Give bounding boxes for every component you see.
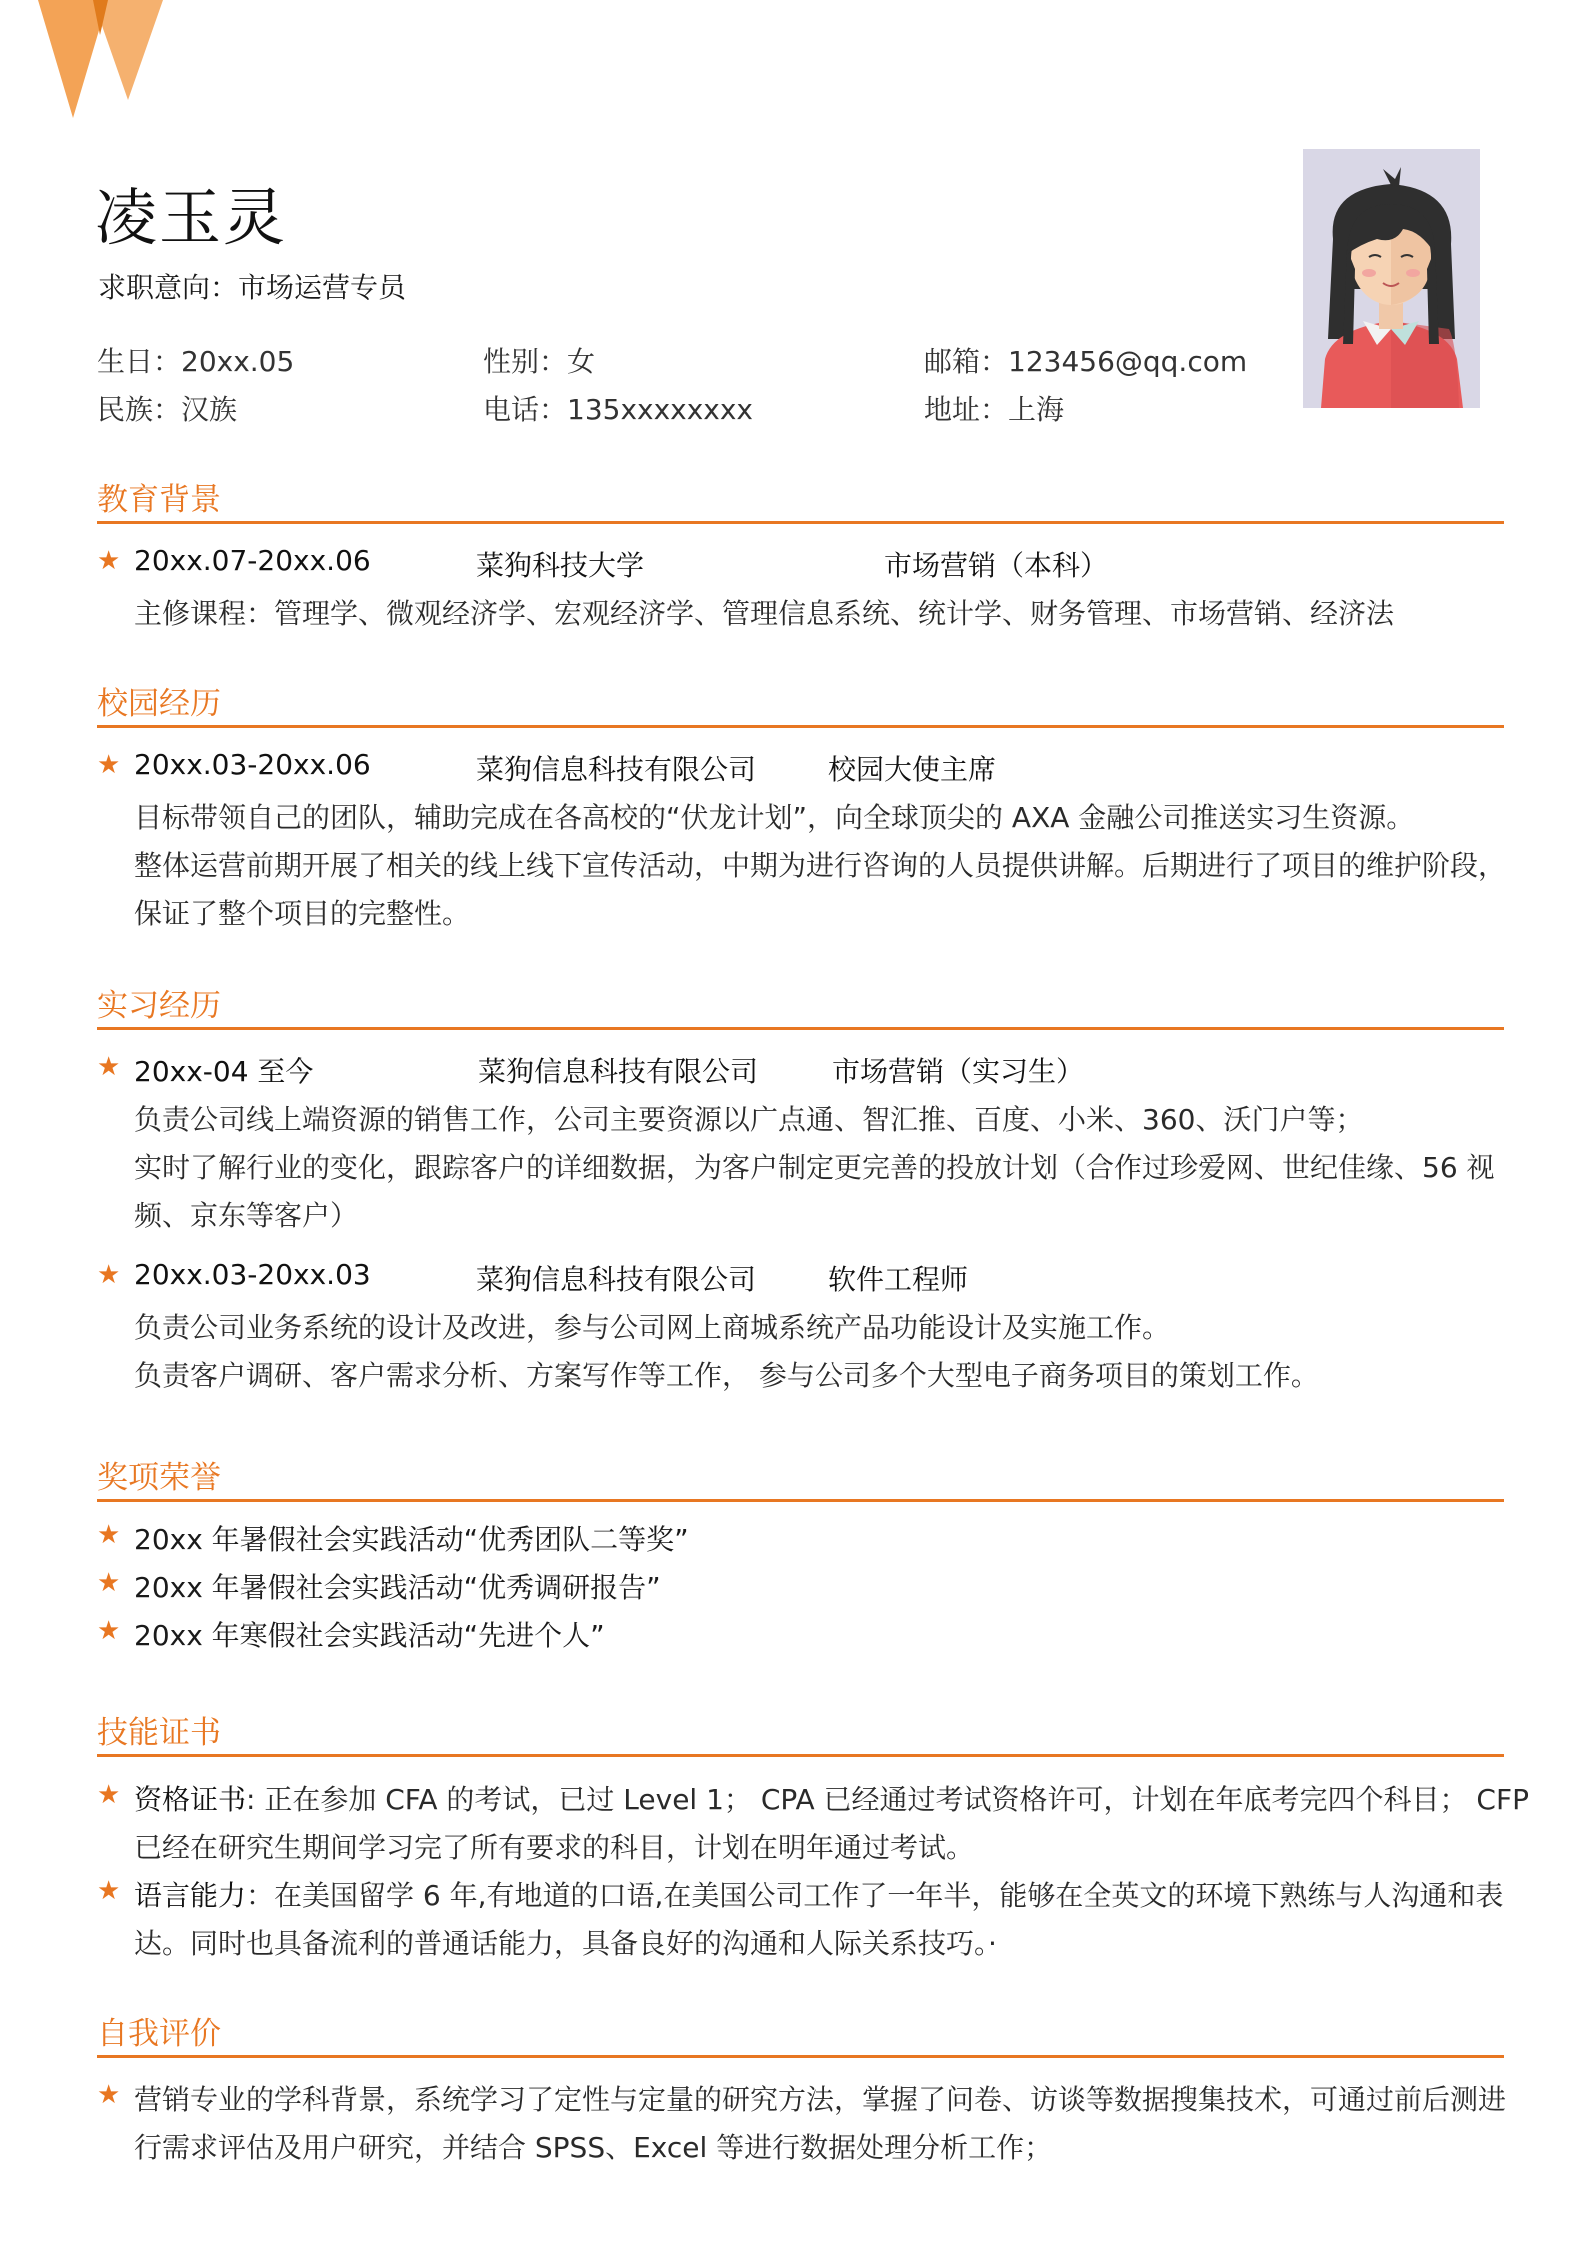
skill-lang-text: ：在美国留学 6 年,有地道的口语,在美国公司工作了一年半，能够在全英文的环境下熟练与人沟通和表: [246, 1879, 1504, 1912]
award-item: 20xx 年寒假社会实践活动“先进个人”: [134, 1619, 605, 1652]
job-role: 市场营销（实习生）: [832, 1055, 1085, 1088]
education-school: 菜狗科技大学: [476, 549, 645, 582]
job-intent: 求职意向：市场运营专员: [98, 271, 407, 304]
job-date: 20xx-04 至今: [134, 1055, 314, 1088]
star-icon: ★: [97, 1052, 121, 1082]
birth-info: 生日：20xx.05: [97, 345, 295, 378]
skill-cert-line: 已经在研究生期间学习完了所有要求的科目，计划在明年通过考试。: [134, 1831, 975, 1864]
star-icon: ★: [97, 750, 121, 780]
star-icon: ★: [97, 1780, 121, 1810]
campus-line: 目标带领自己的团队，辅助完成在各高校的“伏龙计划”，向全球顶尖的 AXA 金融公司推送实习生资源。: [134, 801, 1415, 834]
phone-info: 电话：135xxxxxxxx: [483, 393, 754, 426]
section-divider: [97, 521, 1504, 524]
section-divider: [97, 2055, 1504, 2058]
skill-lang-line: [134, 1874, 1503, 1914]
self-line: 行需求评估及用户研究，并结合 SPSS、Excel 等进行数据处理分析工作；: [134, 2131, 1053, 2164]
job-line: 负责公司业务系统的设计及改进，参与公司网上商城系统产品功能设计及实施工作。: [134, 1311, 1171, 1344]
section-title-education: 教育背景: [97, 482, 221, 518]
skill-cert-text: : 正在参加 CFA 的考试，已过 Level 1； CPA 已经通过考试资格许可，计划在年底考完四个科目； CFP: [246, 1783, 1529, 1816]
education-courses: 主修课程：管理学、微观经济学、宏观经济学、管理信息系统、统计学、财务管理、市场营销、经济法: [134, 597, 1395, 630]
section-title-self: 自我评价: [97, 2016, 221, 2052]
job-date: 20xx.03-20xx.03: [134, 1258, 371, 1291]
star-icon: ★: [97, 546, 121, 576]
section-title-skills: 技能证书: [97, 1715, 221, 1751]
candidate-name: 凌玉灵: [95, 181, 288, 254]
section-divider: [97, 1499, 1504, 1502]
job-role: 软件工程师: [828, 1263, 969, 1296]
ethnicity-info: 民族：汉族: [97, 393, 238, 426]
job-line: 实时了解行业的变化，跟踪客户的详细数据，为客户制定更完善的投放计划（合作过珍爱网、世纪佳缘、56 视: [134, 1151, 1495, 1184]
education-major: 市场营销（本科）: [884, 549, 1109, 582]
section-title-campus: 校园经历: [97, 686, 221, 722]
section-divider: [97, 1027, 1504, 1030]
education-date: 20xx.07-20xx.06: [134, 544, 371, 577]
star-icon: ★: [97, 1616, 121, 1646]
job-org: 菜狗信息科技有限公司: [476, 1263, 757, 1296]
skill-lang-line: 达。同时也具备流利的普通话能力，具备良好的沟通和人际关系技巧。·: [134, 1927, 997, 1960]
star-icon: ★: [97, 1260, 121, 1290]
job-line: 频、京东等客户）: [134, 1199, 359, 1232]
campus-line: 整体运营前期开展了相关的线上线下宣传活动，中期为进行咨询的人员提供讲解。后期进行了项目的维护阶段，: [134, 849, 1507, 882]
skill-lang-label: 语言能力: [134, 1879, 247, 1912]
campus-date: 20xx.03-20xx.06: [134, 748, 371, 781]
email-info: 邮箱：123456@qq.com: [924, 345, 1248, 378]
star-icon: ★: [97, 1520, 121, 1550]
section-divider: [97, 1754, 1504, 1757]
skill-cert-line: [134, 1778, 1529, 1818]
section-title-awards: 奖项荣誉: [97, 1460, 221, 1496]
star-icon: ★: [97, 2080, 121, 2110]
star-icon: ★: [97, 1876, 121, 1906]
logo-mark: [38, 0, 168, 120]
address-info: 地址：上海: [924, 393, 1065, 426]
job-line: 负责客户调研、客户需求分析、方案写作等工作， 参与公司多个大型电子商务项目的策划工作。: [134, 1359, 1319, 1392]
skill-cert-label: 资格证书: [134, 1783, 247, 1816]
section-divider: [97, 725, 1504, 728]
avatar: [1303, 149, 1480, 408]
award-item: 20xx 年暑假社会实践活动“优秀调研报告”: [134, 1571, 661, 1604]
star-icon: ★: [97, 1568, 121, 1598]
campus-role: 校园大使主席: [828, 753, 997, 786]
section-title-internship: 实习经历: [97, 988, 221, 1024]
gender-info: 性别：女: [483, 345, 596, 378]
campus-org: 菜狗信息科技有限公司: [476, 753, 757, 786]
award-item: 20xx 年暑假社会实践活动“优秀团队二等奖”: [134, 1523, 689, 1556]
job-org: 菜狗信息科技有限公司: [478, 1055, 759, 1088]
job-line: 负责公司线上端资源的销售工作，公司主要资源以广点通、智汇推、百度、小米、360、沃门户等；: [134, 1103, 1364, 1136]
campus-line: 保证了整个项目的完整性。: [134, 897, 471, 930]
self-line: 营销专业的学科背景，系统学习了定性与定量的研究方法，掌握了问卷、访谈等数据搜集技术，可通过前后测进: [134, 2083, 1507, 2116]
